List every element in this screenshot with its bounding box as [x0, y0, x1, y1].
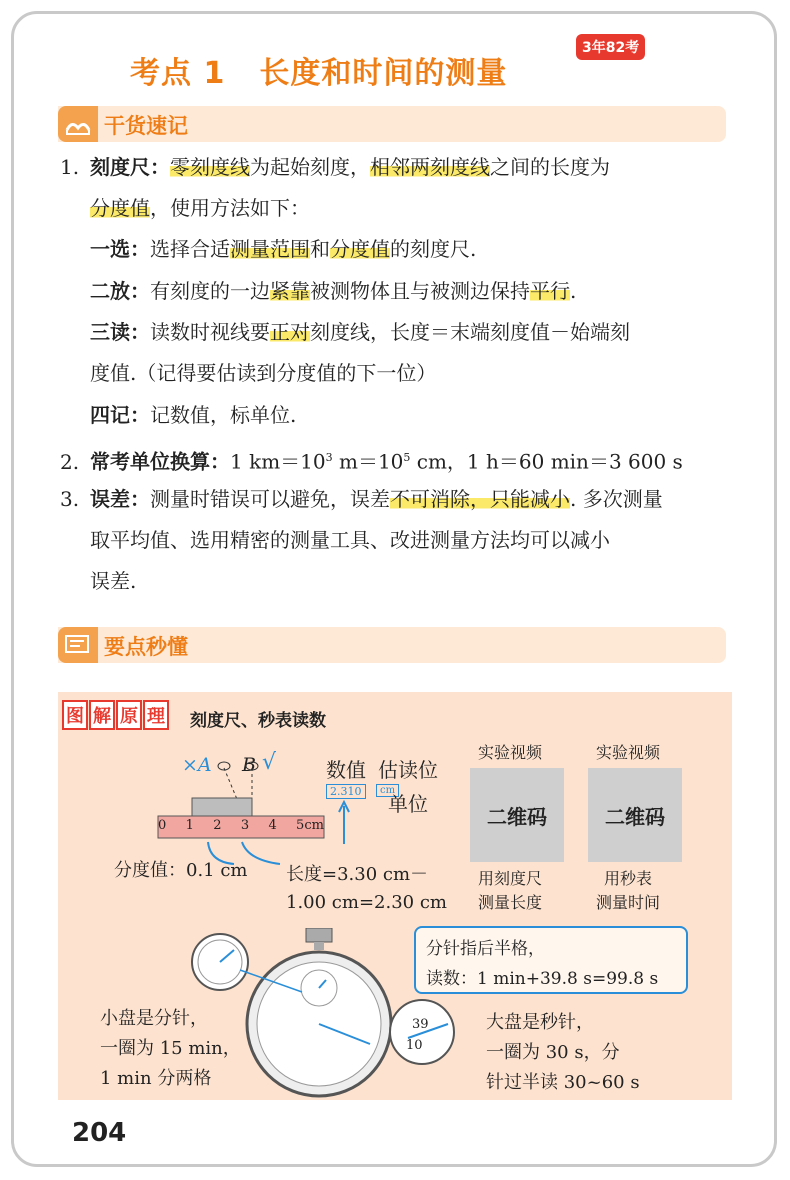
diagram-panel [58, 692, 732, 1100]
video-2-qr[interactable]: 二维码 [588, 768, 682, 862]
note-3-line-1: 3. 误差：测量时错误可以避免，误差不可消除，只能减小. 多次测量 [60, 487, 663, 511]
diagram-title: 刻度尺、秒表读数 [190, 711, 326, 731]
small-dial-text-3: 1 min 分两格 [100, 1068, 212, 1089]
step-yixuan: 一选：选择合适测量范围和分度值的刻度尺. [90, 237, 477, 261]
book-icon [58, 106, 98, 142]
callout-line-1: 分针指后半格， [426, 939, 545, 959]
presentation-icon [58, 627, 98, 663]
step-erfang: 二放：有刻度的一边紧靠被测物体且与被测边保持平行. [90, 279, 577, 303]
check-mark: √ [262, 750, 277, 775]
step-siji: 四记：记数值，标单位. [90, 403, 297, 427]
video-2-title: 实验视频 [596, 743, 661, 762]
step-sandu-2: 度值.（记得要估读到分度值的下一位） [90, 361, 437, 385]
unit-label: 单位 [388, 792, 428, 816]
big-dial-text-3: 针过半读 30~60 s [486, 1072, 640, 1093]
video-1-caption-2: 测量长度 [478, 893, 543, 912]
video-2-caption-2: 测量时间 [596, 893, 661, 912]
reading-value-box: 2.310 [326, 784, 366, 799]
section-label: 要点秒懂 [104, 635, 188, 659]
video-1-qr[interactable]: 二维码 [470, 768, 564, 862]
length-text-1: 长度=3.30 cm－ [286, 864, 429, 885]
video-1-title: 实验视频 [478, 743, 543, 762]
section-header-yaodian [58, 627, 726, 663]
section-label: 干货速记 [104, 114, 188, 138]
note-3-line-3: 误差. [90, 569, 137, 593]
value-label: 数值 [326, 758, 366, 782]
note-2: 2. 常考单位换算：1 $km=10^3$ $m=10^5$ cm，1 h＝60 min＝3 600 s [60, 449, 683, 474]
small-dial-text-1: 小盘是分针， [100, 1008, 208, 1029]
length-text-2: 1.00 cm=2.30 cm [286, 892, 447, 913]
video-2-caption-1: 用秒表 [604, 869, 653, 888]
big-dial-text-2: 一圈为 30 s，分 [486, 1042, 620, 1063]
video-1-caption-1: 用刻度尺 [478, 869, 543, 888]
ruler-ticks: 0 1 2 3 4 5cm [158, 818, 324, 833]
frequency-badge: 3年82考 [576, 34, 645, 60]
note-3-line-2: 取平均值、选用精密的测量工具、改进测量方法均可以减小 [90, 528, 610, 552]
callout-line-2: 读数：1 min+39.8 s=99.8 s [426, 969, 659, 989]
note-1-line-2: 分度值，使用方法如下： [90, 196, 310, 220]
note-1-line-1: 1. 刻度尺：零刻度线为起始刻度，相邻两刻度线之间的长度为 [60, 155, 610, 179]
zoom-label-39: 39 [412, 1017, 429, 1032]
page-title: 考点 1 长度和时间的测量 [130, 56, 508, 91]
small-dial-text-2: 一圈为 15 min， [100, 1038, 241, 1059]
page-number: 204 [72, 1118, 127, 1148]
diagram-tag: 图 解 原 理 [62, 700, 170, 730]
ruler-illustration [154, 752, 334, 848]
reading-callout [414, 926, 688, 994]
estimate-label: 估读位 [378, 758, 438, 782]
big-dial-text-1: 大盘是秒针， [486, 1012, 594, 1033]
fendu-text: 分度值：0.1 cm [114, 860, 248, 881]
up-arrow [334, 800, 354, 846]
section-header-ganhuo [58, 106, 726, 142]
wrong-view-label: ×A [182, 754, 212, 776]
step-sandu-1: 三读：读数时视线要正对刻度线，长度＝末端刻度值－始端刻 [90, 320, 630, 344]
reading-unit-box: cm [376, 784, 399, 797]
right-view-label: B [242, 754, 256, 776]
zoom-label-10: 10 [406, 1038, 423, 1053]
